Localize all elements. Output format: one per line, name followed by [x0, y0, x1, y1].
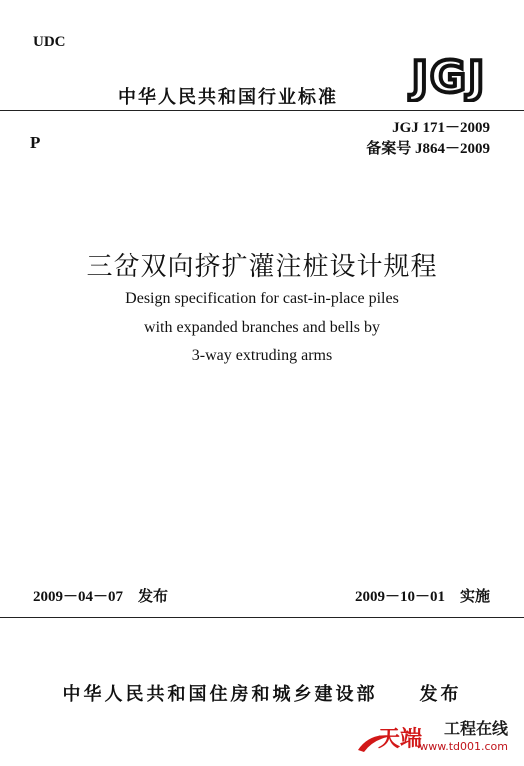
- watermark-brand: 天端: [378, 727, 423, 752]
- jgj-logo: [398, 50, 500, 102]
- watermark-name: 工程在线: [443, 719, 508, 738]
- bottom-rule: [0, 617, 524, 618]
- industry-standard-heading: 中华人民共和国行业标准: [118, 87, 338, 108]
- record-number: 备案号 J864－2009: [366, 141, 490, 157]
- standard-numbers: [366, 118, 490, 160]
- title-chinese: 三岔双向挤扩灌注桩设计规程: [86, 252, 438, 282]
- classification-code: P: [30, 133, 41, 152]
- publisher: 中华人民共和国住房和城乡建设部 发布: [62, 684, 462, 705]
- standard-number: JGJ 171－2009: [392, 120, 490, 136]
- title-english-line2: with expanded branches and bells by: [144, 319, 380, 336]
- title-english-line1: Design specification for cast-in-place piles: [125, 290, 399, 307]
- watermark-logo: [356, 716, 516, 760]
- watermark-url: www.td001.com: [419, 740, 508, 753]
- title-english-line3: 3-way extruding arms: [191, 347, 333, 364]
- implementation-date: 2009－10－01 实施: [354, 589, 490, 605]
- issue-date: 2009－04－07 发布: [33, 589, 169, 605]
- logo-text: JGJ: [411, 52, 487, 102]
- top-rule: [0, 110, 524, 111]
- udc-label: UDC: [33, 34, 66, 50]
